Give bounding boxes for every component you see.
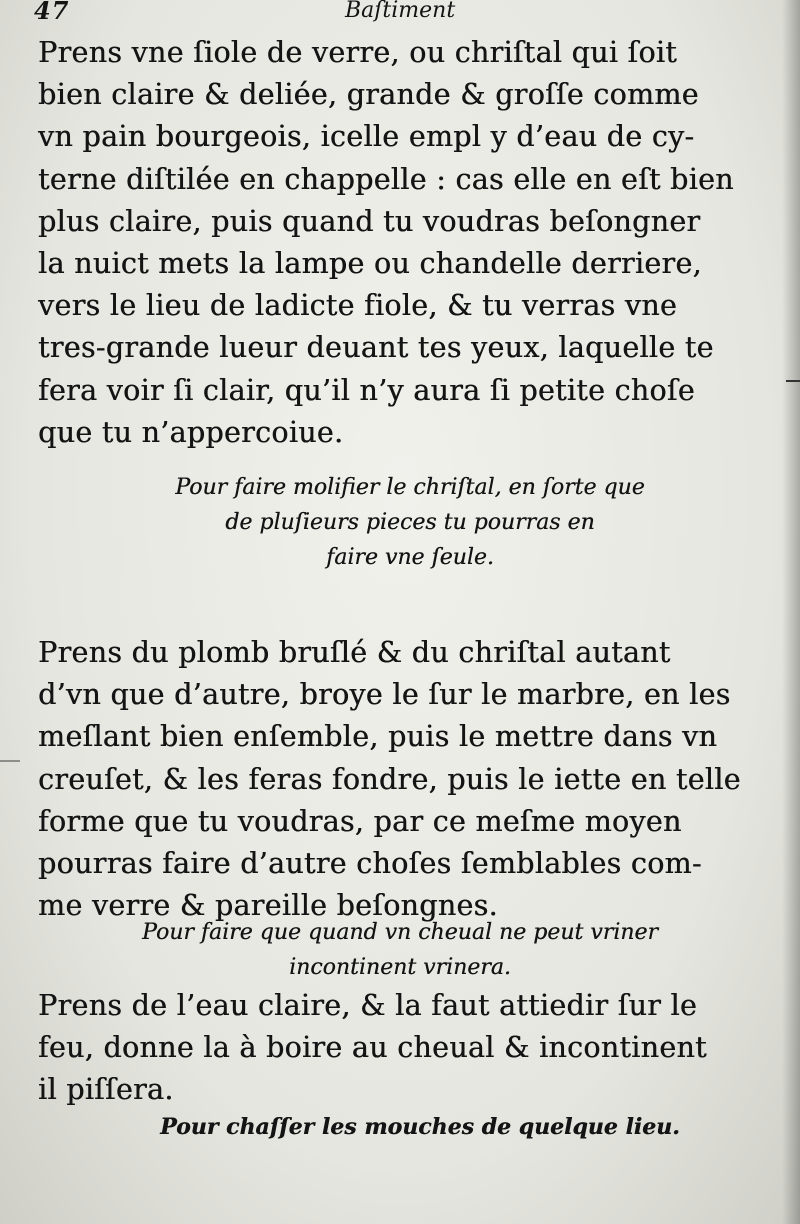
heading-line: Pour faire que quand vn cheual ne peut vriner xyxy=(142,920,658,945)
paragraph-horse-remedy xyxy=(38,985,768,1112)
running-head xyxy=(0,0,800,26)
section-heading-flies xyxy=(60,1110,780,1145)
text-line: forme que tu voudras, par ce meſme moyen xyxy=(38,804,682,838)
text-line: d’vn que d’autre, broye le ſur le marbre, en les xyxy=(38,678,731,712)
margin-mark xyxy=(786,380,800,382)
text-line: Prens vne ſiole de verre, ou chriſtal qui ſoit xyxy=(38,36,677,69)
text-line: vers le lieu de ladicte fiole, & tu verras vne xyxy=(38,289,678,323)
text-line: meſlant bien enſemble, puis le mettre dans vn xyxy=(38,720,718,754)
text-line: fera voir ſi clair, qu’il n’y aura ſi petite choſe xyxy=(38,373,695,407)
heading-line: de pluſieurs pieces tu pourras en xyxy=(225,510,595,535)
text-line: la nuict mets la lampe ou chandelle derriere, xyxy=(38,247,702,281)
heading-line: Pour chaſſer les mouches de quelque lieu. xyxy=(160,1114,680,1140)
text-line: que tu n’appercoiue. xyxy=(38,415,344,449)
text-line: Prens de l’eau claire, & la faut attiedir ſur le xyxy=(38,989,698,1022)
paragraph-crystal-flask xyxy=(38,32,768,454)
section-heading-horse xyxy=(40,915,760,985)
text-line: tres-grande lueur deuant tes yeux, laquelle te xyxy=(38,331,714,365)
text-line: vn pain bourgeois, icelle empl y d’eau de cy- xyxy=(38,120,695,154)
text-line: bien claire & deliée, grande & groſſe comme xyxy=(38,78,699,112)
heading-line: Pour faire molifier le chriſtal, en ſorte que xyxy=(175,475,645,500)
running-title: Baſtiment xyxy=(345,0,456,23)
section-heading-soften-crystal xyxy=(30,470,790,575)
margin-mark-left xyxy=(0,760,20,762)
heading-line: incontinent vrinera. xyxy=(289,955,511,980)
text-line: me verre & pareille beſongnes. xyxy=(38,889,498,923)
heading-line: faire vne ſeule. xyxy=(326,545,494,570)
page-edge-shadow xyxy=(782,0,800,1224)
text-line: creuſet, & les feras fondre, puis le iette en telle xyxy=(38,762,741,796)
text-line: feu, donne la à boire au cheual & incontinent xyxy=(38,1031,707,1065)
page-number: 47 xyxy=(34,0,70,25)
text-line: pourras faire d’autre choſes ſemblables com- xyxy=(38,847,702,881)
paragraph-melt-crystal xyxy=(38,632,768,927)
text-line: il piſſera. xyxy=(38,1073,174,1107)
text-line: plus claire, puis quand tu voudras beſongner xyxy=(38,204,701,238)
text-line: terne diſtilée en chappelle : cas elle en eſt bien xyxy=(38,162,734,196)
text-line: Prens du plomb bruſlé & du chriſtal autant xyxy=(38,636,671,669)
